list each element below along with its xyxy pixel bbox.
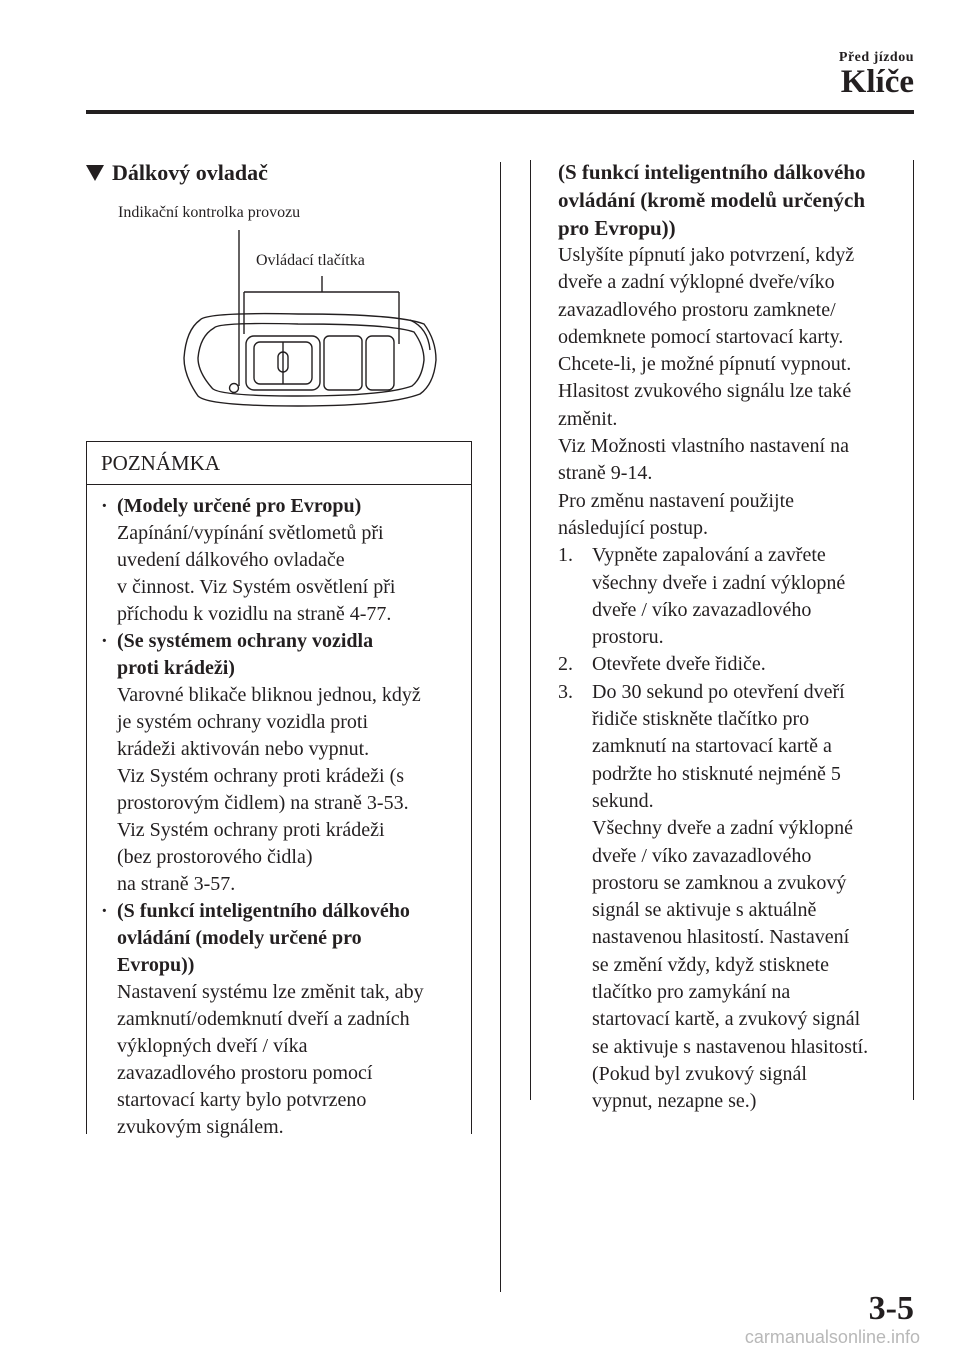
right-intro-line: odemknete pomocí startovací karty.: [558, 325, 844, 348]
key-fob-figure: [118, 200, 448, 420]
header-rule: [86, 110, 914, 114]
step-1: [558, 542, 904, 651]
note-line: Varovné blikače bliknou jednou, když: [117, 684, 421, 706]
note-item-europe: [101, 493, 461, 628]
step-line: Otevřete dveře řidiče.: [592, 653, 766, 676]
step-line: řidiče stiskněte tlačítko pro: [592, 708, 810, 731]
right-intro-line: Chcete-li, je možné pípnutí vypnout.: [558, 353, 852, 376]
right-intro-line: Pro změnu nastavení použijte: [558, 489, 795, 512]
key-fob-drawing: [118, 200, 448, 420]
right-intro-line: zavazadlového prostoru zamknete/: [558, 298, 836, 321]
note-line: prostorovým čidlem) na straně 3-53.: [117, 792, 409, 814]
note-item-title: ovládání (modely určené pro: [117, 927, 362, 949]
right-column-content: [530, 158, 914, 1116]
bullet-dot-icon: ·: [101, 495, 108, 517]
step-line: prostoru se zamknou a zvukový: [592, 871, 847, 894]
bullet-dot-icon: ·: [101, 630, 108, 652]
note-line: je systém ochrany vozidla proti: [117, 711, 369, 733]
note-item-title: Evropu)): [117, 954, 195, 976]
step-line: (Pokud byl zvukový signál: [592, 1062, 807, 1085]
column-divider: [500, 162, 501, 1292]
note-item-title: (Modely určené pro Evropu): [117, 495, 362, 517]
note-item-title: (Se systémem ochrany vozidla: [117, 630, 374, 652]
step-line: nastavenou hlasitostí. Nastavení: [592, 926, 850, 949]
running-header-section: Před jízdou: [838, 50, 914, 65]
section-title-text: Dálkový ovladač: [112, 160, 268, 185]
note-heading: POZNÁMKA: [87, 442, 471, 485]
note-line: výklopných dveří / víka: [117, 1035, 308, 1057]
step-line: se aktivuje s nastavenou hlasitostí.: [592, 1035, 869, 1058]
note-line: (bez prostorového čidla): [117, 846, 313, 868]
step-number: 2.: [558, 653, 573, 676]
step-line: zamknutí na startovací kartě a: [592, 735, 832, 758]
bullet-dot-icon: ·: [101, 900, 108, 922]
step-line: podržte ho stisknuté nejméně 5: [592, 762, 841, 785]
note-box: [86, 441, 472, 1138]
note-line: Nastavení systému lze změnit tak, aby: [117, 981, 424, 1003]
right-intro-line: následující postup.: [558, 516, 708, 539]
step-line: Všechny dveře a zadní výklopné: [592, 817, 854, 840]
step-line: tlačítko pro zamykání na: [592, 981, 791, 1004]
step-line: všechny dveře i zadní výklopné: [592, 571, 846, 594]
note-body: [87, 485, 471, 1141]
step-line: signál se aktivuje s aktuálně: [592, 899, 817, 922]
right-title-line: ovládání (kromě modelů určených: [558, 188, 866, 212]
note-line: zamknutí/odemknutí dveří a zadních: [117, 1008, 410, 1030]
note-line: příchodu k vozidlu na straně 4-77.: [117, 603, 392, 625]
step-line: sekund.: [592, 789, 654, 812]
step-line: dveře / víko zavazadlového: [592, 844, 812, 867]
step-number: 1.: [558, 544, 573, 567]
right-intro-line: Uslyšíte pípnutí jako potvrzení, když: [558, 244, 855, 266]
right-intro-line: Viz Možnosti vlastního nastavení na: [558, 435, 849, 458]
note-line: Viz Systém ochrany proti krádeži (s: [117, 765, 405, 787]
step-line: Do 30 sekund po otevření dveří: [592, 680, 845, 703]
running-header-chapter: Klíče: [840, 64, 914, 100]
label-indicator-light: Indikační kontrolka provozu: [118, 204, 301, 221]
right-intro-line: straně 9-14.: [558, 462, 653, 485]
step-number: 3.: [558, 680, 573, 703]
right-title-line: (S funkcí inteligentního dálkového: [558, 160, 866, 184]
step-line: prostoru.: [592, 626, 664, 649]
right-intro-line: dveře a zadní výklopné dveře/víko: [558, 271, 835, 294]
right-intro-line: Hlasitost zvukového signálu lze také: [558, 380, 852, 403]
triangle-bullet-icon: [86, 165, 104, 181]
note-line: na straně 3-57.: [117, 873, 236, 895]
note-line: uvedení dálkového ovladače: [117, 549, 345, 571]
step-line: se změní vždy, když stisknete: [592, 953, 829, 976]
note-line: startovací karty bylo potvrzeno: [117, 1089, 367, 1111]
step-line: Vypněte zapalování a zavřete: [592, 544, 826, 567]
note-item-theft-protection: [101, 628, 461, 898]
right-intro-line: změnit.: [558, 407, 618, 430]
note-line: zvukovým signálem.: [117, 1116, 284, 1138]
note-line: v činnost. Viz Systém osvětlení při: [117, 576, 396, 598]
step-3: [558, 679, 904, 1116]
step-2: [558, 651, 904, 678]
section-title: [86, 160, 268, 186]
watermark: carmanualsonline.info: [744, 1327, 920, 1347]
right-title-line: pro Evropu)): [558, 216, 676, 240]
note-item-title: (S funkcí inteligentního dálkového: [117, 900, 410, 922]
step-line: dveře / víko zavazadlového: [592, 598, 812, 621]
note-item-intelligent-keyless: [101, 898, 461, 1141]
step-line: vypnut, nezapne se.): [592, 1090, 757, 1113]
label-operation-buttons: Ovládací tlačítka: [256, 252, 365, 269]
note-line: Zapínání/vypínání světlometů při: [117, 522, 384, 544]
page-number: 3-5: [868, 1290, 914, 1327]
note-line: Viz Systém ochrany proti krádeži: [117, 819, 385, 841]
note-line: krádeži aktivován nebo vypnut.: [117, 738, 370, 760]
right-column: [530, 158, 914, 1116]
step-line: startovací kartě, a zvukový signál: [592, 1008, 861, 1031]
note-item-title: proti krádeži): [117, 657, 235, 679]
note-line: zavazadlového prostoru pomocí: [117, 1062, 373, 1084]
